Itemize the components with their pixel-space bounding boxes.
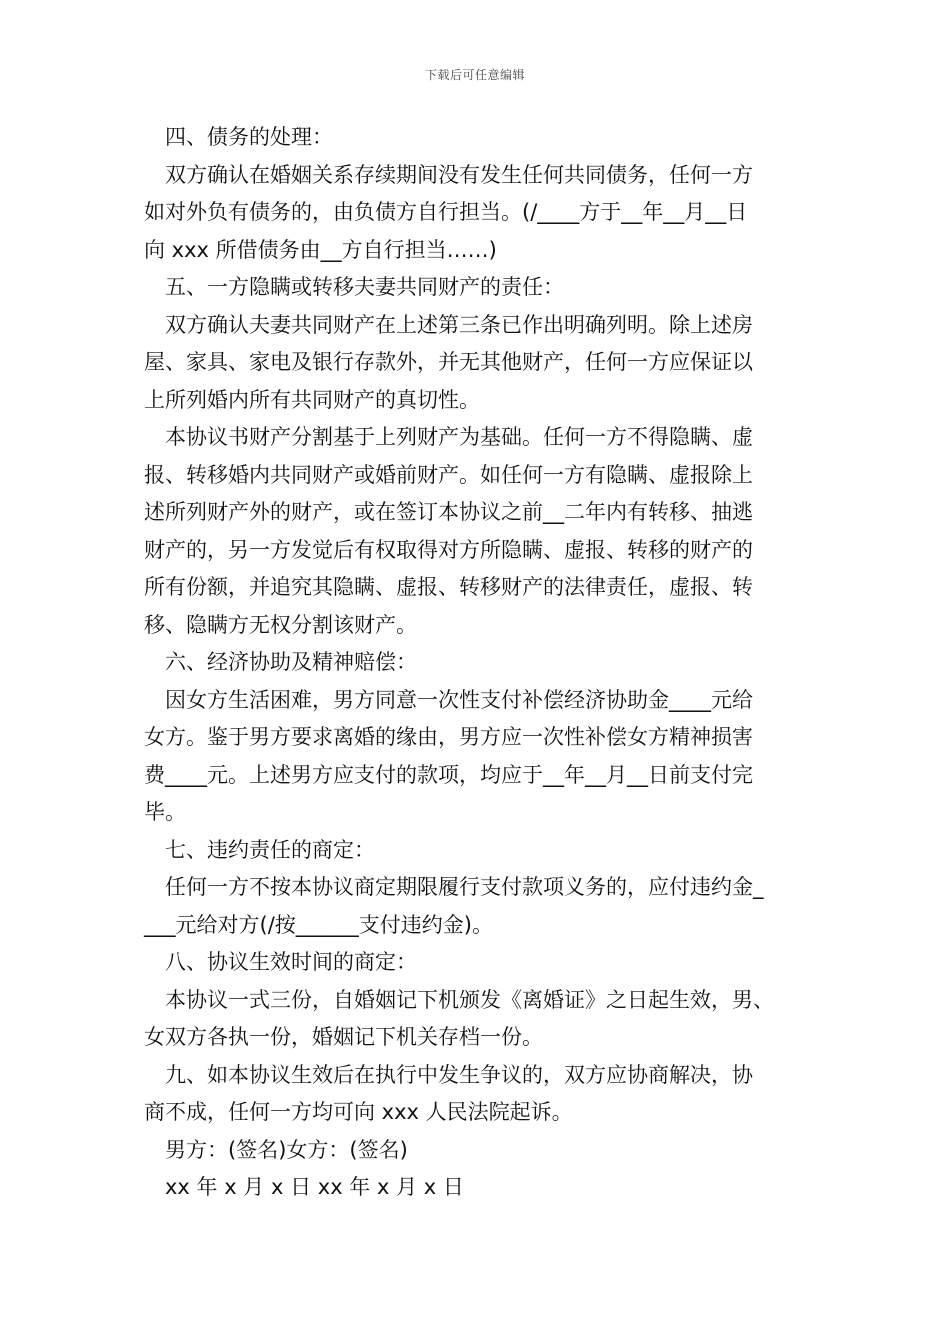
- text-line: 本协议书财产分割基于上列财产为基础。任何一方不得隐瞒、虚: [165, 425, 753, 449]
- document-body: [144, 119, 809, 1207]
- text-line: 屋、家具、家电及银行存款外，并无其他财产，任何一方应保证以: [144, 350, 753, 374]
- text-line: 毕。: [144, 800, 186, 824]
- text-line: 向 xxx 所借债务由__方自行担当……): [144, 237, 497, 262]
- text-line: 所有份额，并追究其隐瞒、虚报、转移财产的法律责任，虚报、转: [144, 575, 753, 599]
- text-line: 上所列婚内所有共同财产的真切性。: [144, 387, 480, 412]
- text-line: 六、经济协助及精神赔偿：: [165, 650, 417, 674]
- text-line: 商不成，任何一方均可向 xxx 人民法院起诉。: [144, 1100, 573, 1124]
- text-line: 财产的，另一方发觉后有权取得对方所隐瞒、虚报、转移的财产的: [144, 537, 753, 562]
- text-line: 因女方生活困难，男方同意一次性支付补偿经济协助金____元给: [165, 687, 753, 712]
- text-line: ___元给对方(/按______支付违约金)。: [144, 912, 493, 937]
- text-line: 双方确认夫妻共同财产在上述第三条已作出明确列明。除上述房: [165, 312, 753, 337]
- text-line: 八、协议生效时间的商定：: [165, 950, 417, 974]
- text-line: 如对外负有债务的，由负债方自行担当。(/____方于__年__月__日: [144, 200, 748, 224]
- text-line: 五、一方隐瞒或转移夫妻共同财产的责任：: [165, 275, 564, 299]
- text-line: 七、违约责任的商定：: [165, 837, 375, 862]
- text-line: 述所列财产外的财产，或在签订本协议之前__二年内有转移、抽逃: [144, 500, 753, 524]
- text-line: 移、隐瞒方无权分割该财产。: [144, 612, 417, 637]
- text-line: 费____元。上述男方应支付的款项，均应于__年__月__日前支付完: [144, 762, 753, 787]
- text-line: 四、债务的处理：: [165, 125, 333, 149]
- text-line: 任何一方不按本协议商定期限履行支付款项义务的，应付违约金_: [165, 875, 764, 899]
- text-line: 男方：(签名)女方：(签名): [165, 1137, 408, 1162]
- text-line: 本协议一式三份，自婚姻记下机颁发《离婚证》之日起生效，男、: [165, 987, 774, 1012]
- page-header: 下载后可任意编辑: [424, 68, 525, 82]
- text-line: 女双方各执一份，婚姻记下机关存档一份。: [144, 1025, 543, 1049]
- text-line: xx 年 x 月 x 日 xx 年 x 月 x 日: [165, 1175, 464, 1199]
- text-line: 女方。鉴于男方要求离婚的缘由，男方应一次性补偿女方精神损害: [144, 725, 753, 749]
- text-line: 报、转移婚内共同财产或婚前财产。如任何一方有隐瞒、虚报除上: [144, 462, 753, 487]
- text-line: 双方确认在婚姻关系存续期间没有发生任何共同债务，任何一方: [165, 162, 753, 187]
- text-line: 九、如本协议生效后在执行中发生争议的，双方应协商解决，协: [165, 1062, 753, 1087]
